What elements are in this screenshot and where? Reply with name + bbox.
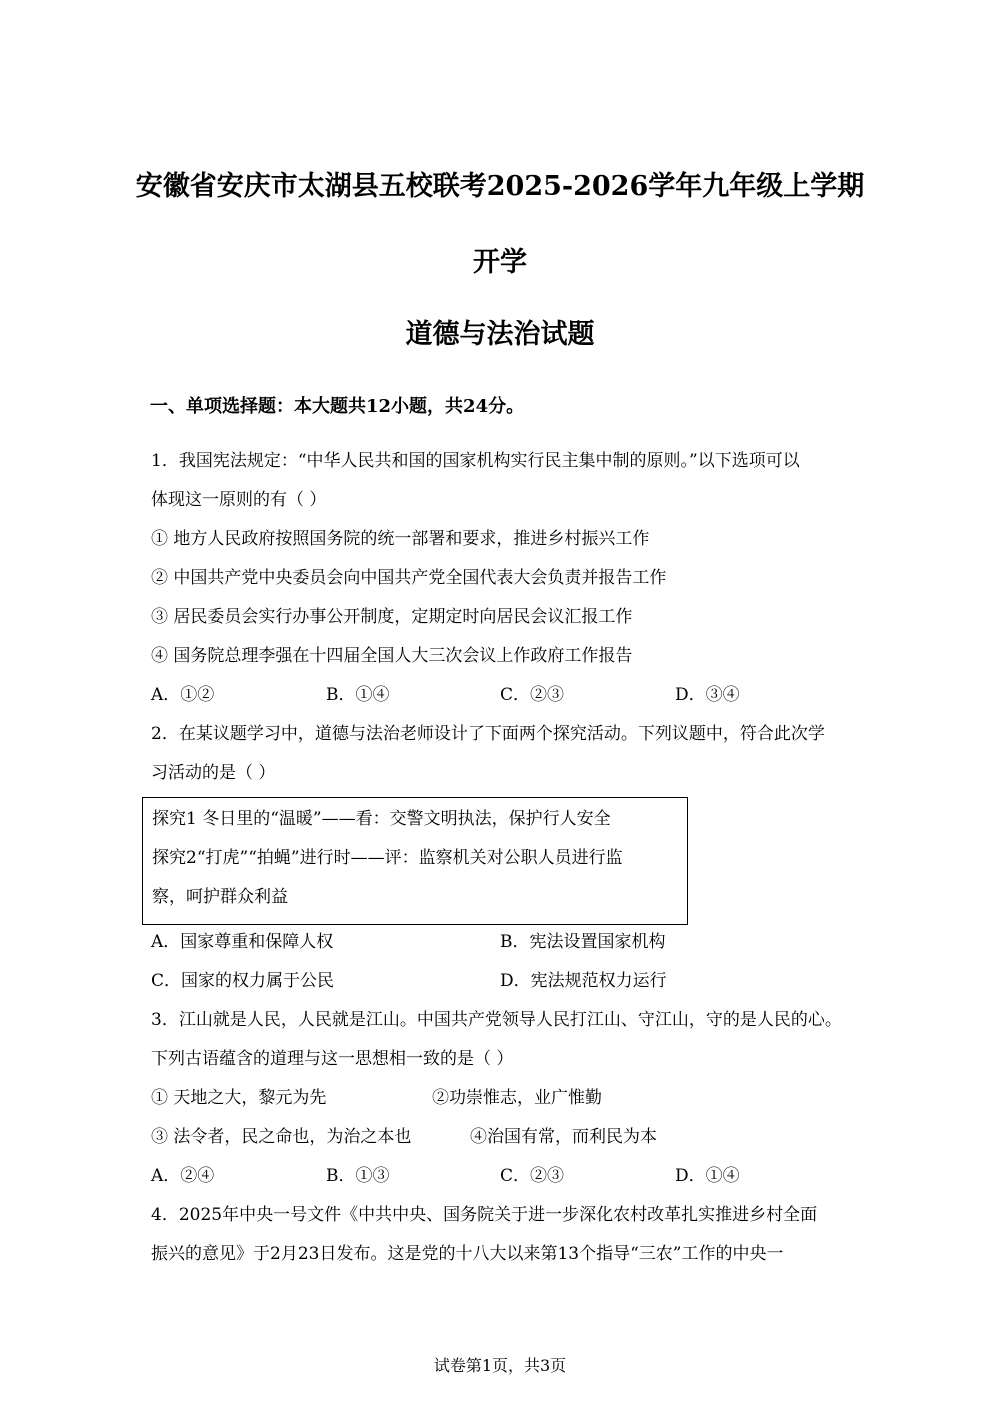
q2-box-line-1: 探究1 冬日里的“温暖”——看：交警文明执法，保护行人安全 xyxy=(152,809,611,829)
q2-material-box xyxy=(142,797,688,925)
q2-box-line-2: 探究2“打虎”“拍蝇”进行时——评：监察机关对公职人员进行监 xyxy=(152,848,623,868)
exam-title-line-2: 开学 xyxy=(473,247,527,278)
q3-item-1: ① 天地之大，黎元为先 xyxy=(151,1088,327,1108)
q2-option-a[interactable]: A．国家尊重和保障人权 xyxy=(151,932,334,952)
section-heading: 一、单项选择题：本大题共12小题，共24分。 xyxy=(150,396,525,417)
q1-item-3: ③ 居民委员会实行办事公开制度，定期定时向居民会议汇报工作 xyxy=(151,607,633,627)
q1-option-a[interactable]: A．①② xyxy=(151,685,215,705)
exam-title-line-1: 安徽省安庆市太湖县五校联考2025-2026学年九年级上学期 xyxy=(135,171,865,202)
q3-stem-line-1: 3．江山就是人民，人民就是江山。中国共产党领导人民打江山、守江山，守的是人民的心。 xyxy=(151,1010,842,1030)
q1-item-1: ① 地方人民政府按照国务院的统一部署和要求，推进乡村振兴工作 xyxy=(151,529,650,549)
q1-option-c[interactable]: C．②③ xyxy=(500,685,565,705)
q2-option-c[interactable]: C．国家的权力属于公民 xyxy=(151,971,335,991)
q3-option-a[interactable]: A．②④ xyxy=(151,1166,215,1186)
q3-item-3: ③ 法令者，民之命也，为治之本也 xyxy=(151,1127,412,1147)
q1-stem-line-2: 体现这一原则的有（ ） xyxy=(151,490,327,510)
q3-item-2: ②功崇惟志，业广惟勤 xyxy=(432,1088,602,1108)
q1-option-d[interactable]: D．③④ xyxy=(675,685,740,705)
q2-stem-line-2: 习活动的是（ ） xyxy=(151,763,276,783)
q4-stem-line-2: 振兴的意见》于2月23日发布。这是党的十八大以来第13个指导“三农”工作的中央一 xyxy=(151,1244,784,1264)
q3-option-c[interactable]: C．②③ xyxy=(500,1166,565,1186)
q2-box-line-3: 察，呵护群众利益 xyxy=(152,887,288,907)
q2-stem-line-1: 2．在某议题学习中，道德与法治老师设计了下面两个探究活动。下列议题中，符合此次学 xyxy=(151,724,825,744)
q2-option-d[interactable]: D．宪法规范权力运行 xyxy=(500,971,667,991)
q2-option-b[interactable]: B．宪法设置国家机构 xyxy=(500,932,666,952)
page-footer: 试卷第1页，共3页 xyxy=(433,1356,567,1375)
q3-option-b[interactable]: B．①③ xyxy=(326,1166,390,1186)
q1-item-4: ④ 国务院总理李强在十四届全国人大三次会议上作政府工作报告 xyxy=(151,646,633,666)
exam-subject-title: 道德与法治试题 xyxy=(405,319,595,350)
q3-option-d[interactable]: D．①④ xyxy=(675,1166,740,1186)
q1-item-2: ② 中国共产党中央委员会向中国共产党全国代表大会负责并报告工作 xyxy=(151,568,667,588)
q4-stem-line-1: 4．2025年中央一号文件《中共中央、国务院关于进一步深化农村改革扎实推进乡村全面 xyxy=(151,1205,818,1225)
q3-stem-line-2: 下列古语蕴含的道理与这一思想相一致的是（ ） xyxy=(151,1049,514,1069)
q3-item-4: ④治国有常，而利民为本 xyxy=(470,1127,657,1147)
q1-option-b[interactable]: B．①④ xyxy=(326,685,390,705)
q1-stem-line-1: 1．我国宪法规定：“中华人民共和国的国家机构实行民主集中制的原则。”以下选项可以 xyxy=(151,451,800,471)
